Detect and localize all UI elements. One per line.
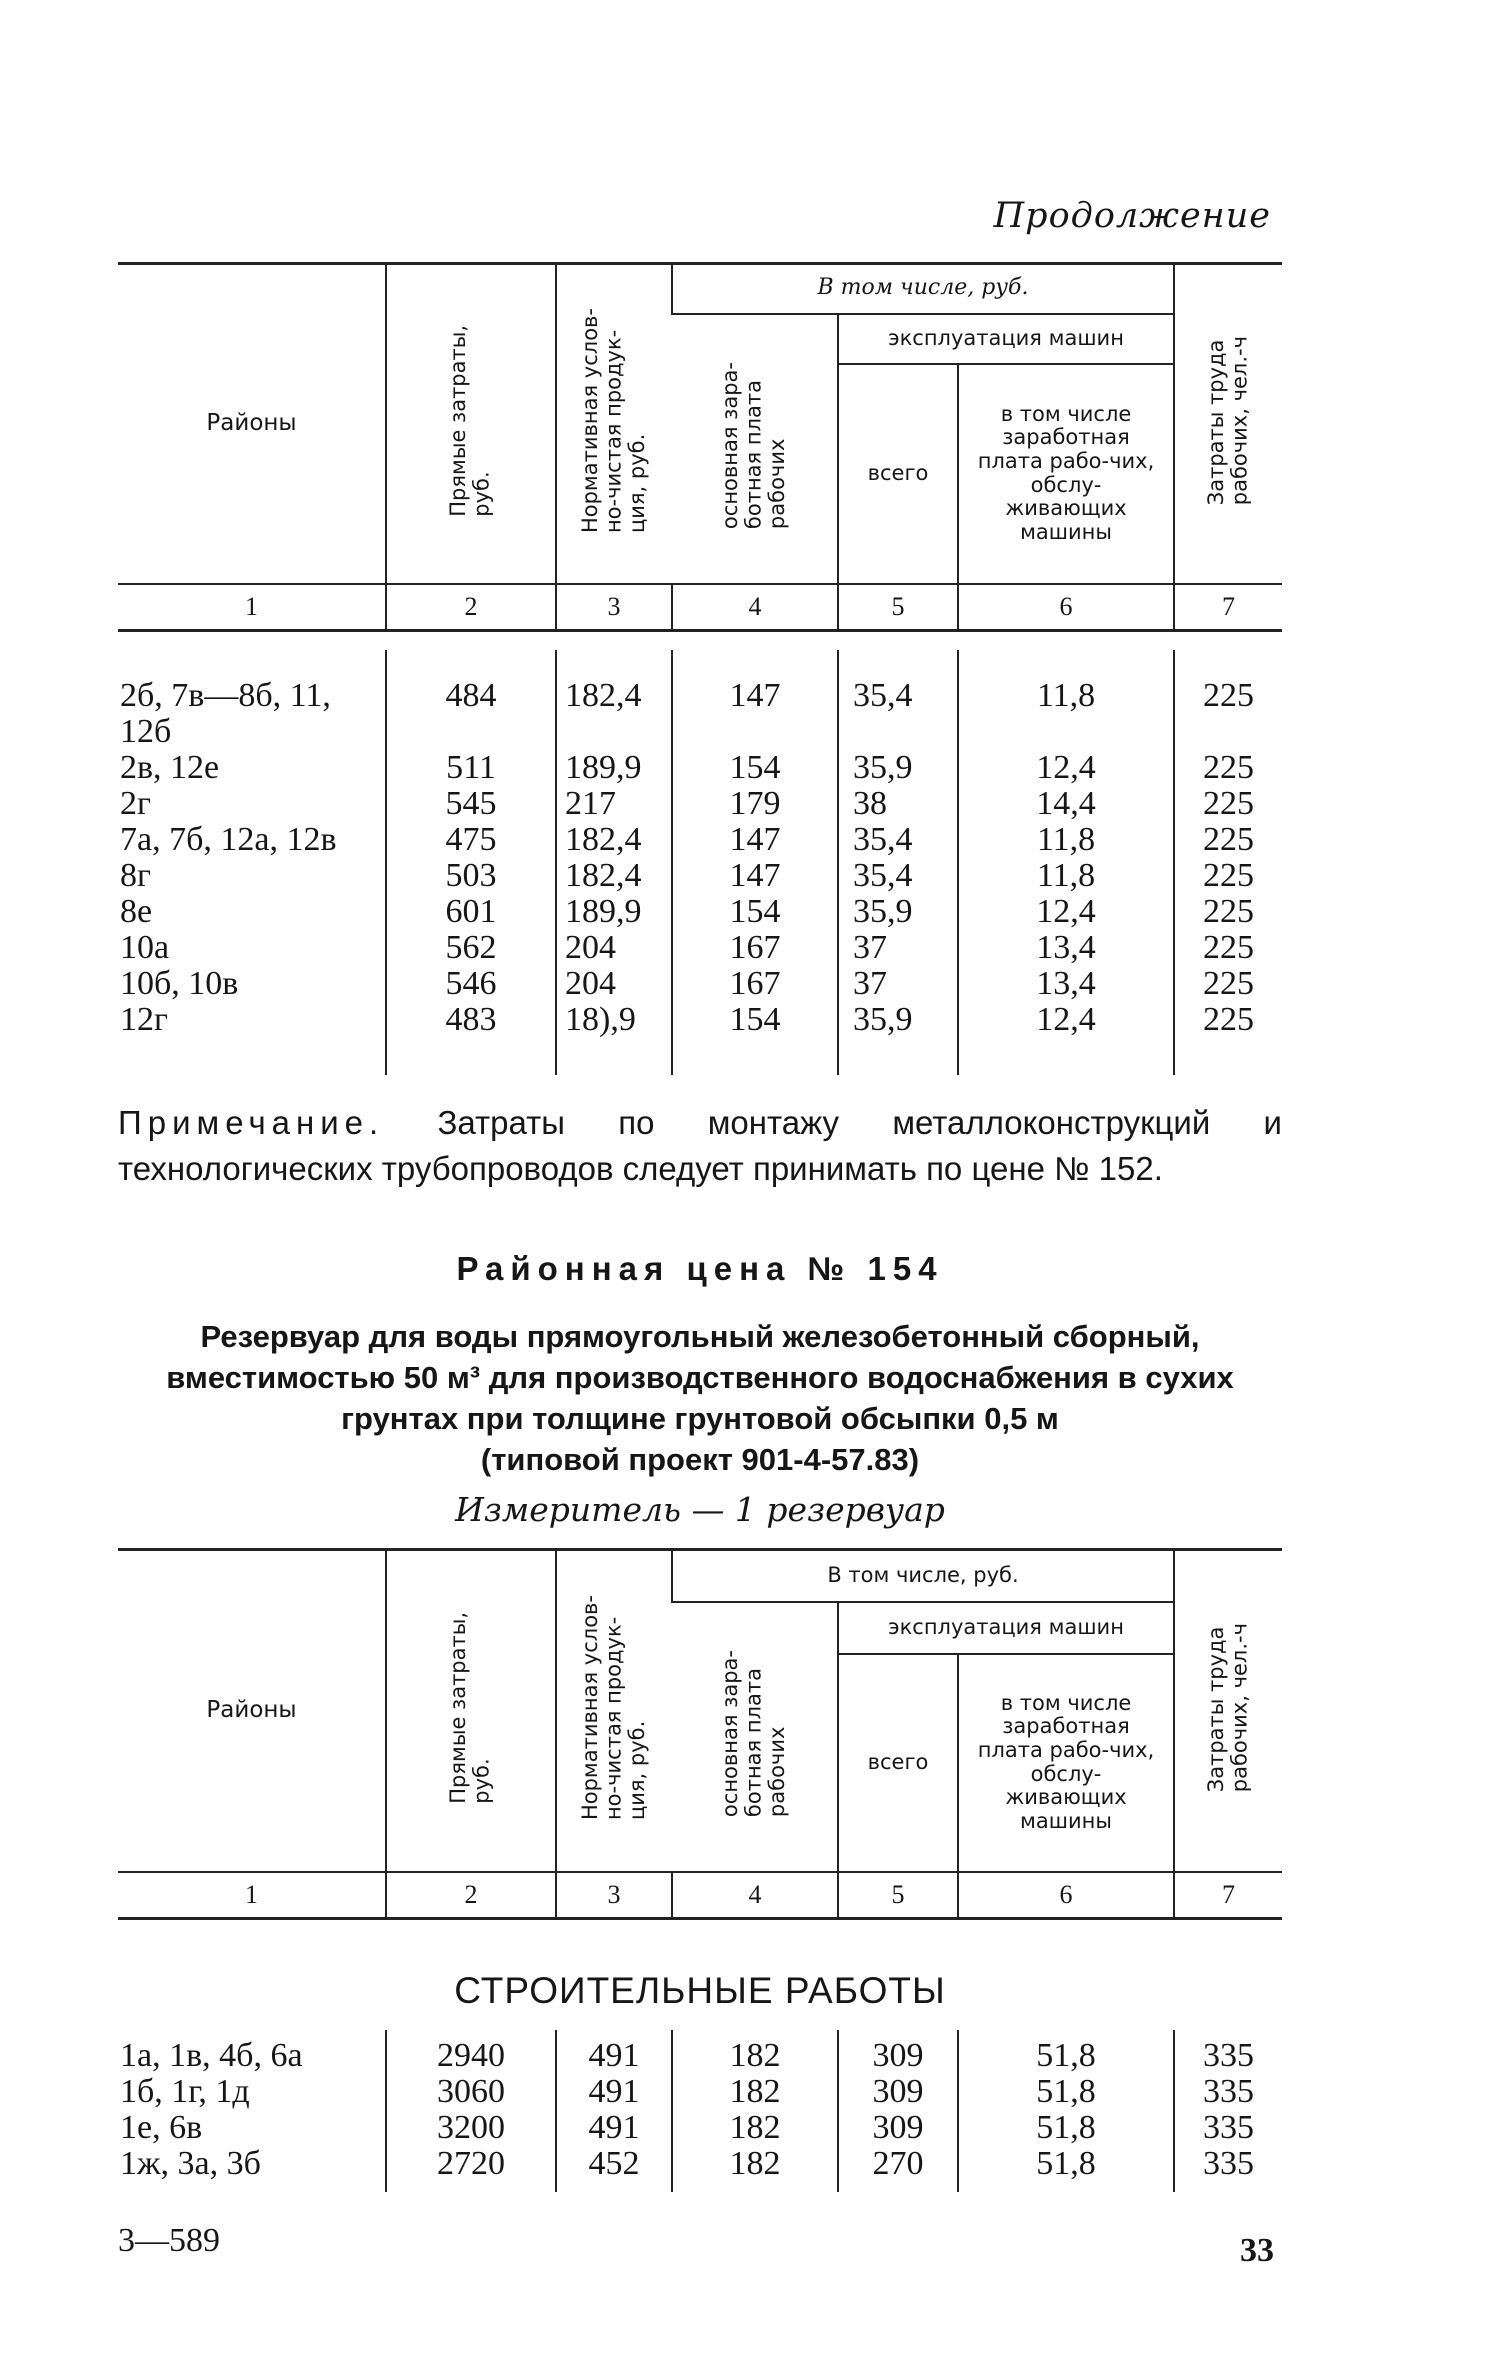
header-labor-text: Затраты труда рабочих, чел.-ч [1204,336,1252,506]
value-cell: 12,4 [1036,749,1096,786]
region-cell: 1е, 6в [120,2109,203,2146]
value-cell: 309 [872,2037,924,2074]
value-cell: 35,9 [853,893,913,930]
value-cell: 491 [588,2037,640,2074]
value-cell: 182,4 [565,677,642,714]
value-cell: 154 [729,749,781,786]
header-direct-costs-text: Прямые затраты, руб. [446,1612,494,1804]
header-incl-wages: в том числе заработная плата рабо-чих, обслу-живающих машины [958,364,1174,584]
value-cell [853,714,957,750]
value-cell: 35,4 [853,677,913,714]
header-machines: эксплуатация машин [838,314,1174,364]
value-cell: 601 [445,893,497,930]
machines-wages-column [958,650,1174,1075]
machines-total-column [838,2030,958,2192]
region-cell: 12г [120,1001,168,1038]
header-normative [556,264,672,584]
value-cell: 309 [872,2109,924,2146]
table1-header [118,262,1282,632]
machines-wages-column [958,2030,1174,2192]
value-cell: 51,8 [1036,2037,1096,2074]
value-cell: 503 [445,857,497,894]
title-line: (типовой проект 901-4-57.83) [480,1442,920,1477]
header-regions: Районы [118,1550,386,1872]
value-cell: 3200 [437,2109,505,2146]
value-cell [1175,714,1282,750]
value-cell: 225 [1203,857,1254,894]
header-total: всего [838,364,958,584]
region-cell: 2г [120,785,151,822]
value-cell: 335 [1203,2109,1254,2146]
value-cell: 225 [1203,821,1254,858]
header-incl-wages: в том числе заработная плата рабо-чих, обслу-живающих машины [958,1654,1174,1872]
value-cell: 483 [445,1001,497,1038]
table1-body [118,650,1282,1075]
col-number: 6 [958,584,1174,631]
value-cell: 475 [445,821,497,858]
value-cell: 179 [729,785,781,822]
value-cell: 511 [446,749,496,786]
value-cell [959,714,1173,750]
machines-total-column [838,650,958,1075]
value-cell: 182 [729,2073,781,2110]
value-cell: 335 [1203,2073,1254,2110]
title-line: Резервуар для воды прямоугольный железобетонный сборный, [200,1319,1200,1354]
direct-costs-column [386,650,556,1075]
value-cell: 546 [445,965,497,1002]
value-cell: 51,8 [1036,2145,1096,2182]
wages-column [672,2030,838,2192]
value-cell: 167 [729,965,781,1002]
value-cell: 225 [1203,677,1254,714]
direct-costs-column [386,2030,556,2192]
value-cell: 154 [729,1001,781,1038]
value-cell: 147 [729,857,781,894]
header-wages-text: основная зара- ботная плата рабочих [718,1650,790,1818]
value-cell: 11,8 [1036,857,1096,894]
value-cell: 545 [445,785,497,822]
region-cell: 1ж, 3а, 3б [120,2145,261,2182]
region-cell: 1а, 1в, 4б, 6а [120,2037,303,2074]
value-cell: 309 [872,2073,924,2110]
value-cell: 14,4 [1036,785,1096,822]
value-cell: 18),9 [565,1001,636,1038]
value-cell: 225 [1203,893,1254,930]
col-number: 2 [386,584,556,631]
value-cell: 217 [565,785,616,822]
col-number: 7 [1174,1872,1282,1919]
value-cell: 147 [729,677,781,714]
region-cell: 7а, 7б, 12а, 12в [120,821,337,858]
col-number: 3 [556,1872,672,1919]
header-machines: эксплуатация машин [838,1602,1174,1654]
header-normative [556,1550,672,1872]
value-cell: 270 [872,2145,924,2182]
value-cell: 35,9 [853,1001,913,1038]
value-cell: 2720 [437,2145,505,2182]
wages-column [672,650,838,1075]
header-wages-text: основная зара- ботная плата рабочих [718,362,790,530]
value-cell: 189,9 [565,749,642,786]
col-number: 1 [245,591,258,621]
value-cell: 182,4 [565,857,642,894]
value-cell: 225 [1203,965,1254,1002]
value-cell: 204 [565,965,616,1002]
page-number: 33 [1240,2232,1274,2269]
note-text: Затраты по монтажу металлоконструкций и технологических трубопроводов следует принимать по цене № 152. [118,1104,1282,1187]
value-cell: 167 [729,929,781,966]
header-normative-text: Нормативная услов- но-чистая продук- ция, руб. [577,1595,649,1821]
labor-column [1174,650,1282,1075]
value-cell: 11,8 [1036,677,1096,714]
value-cell: 13,4 [1036,929,1096,966]
col-number: 4 [672,1872,838,1919]
value-cell: 3060 [437,2073,505,2110]
region-cell: 12б [120,713,172,750]
header-labor [1174,264,1282,584]
continuation-label: Продолжение [993,196,1271,236]
value-cell: 35,4 [853,821,913,858]
region-cell: 8е [120,893,153,930]
value-cell: 189,9 [565,893,642,930]
value-cell: 182 [729,2109,781,2146]
value-cell: 37 [853,929,887,966]
value-cell: 35,4 [853,857,913,894]
value-cell: 51,8 [1036,2109,1096,2146]
col-number: 1 [245,1879,258,1909]
normative-column [556,650,672,1075]
col-number: 3 [556,584,672,631]
value-cell: 484 [445,677,497,714]
header-total: всего [838,1654,958,1872]
value-cell: 182,4 [565,821,642,858]
col-number: 6 [958,1872,1174,1919]
measure-label: Измеритель — 1 резервуар [455,1490,945,1529]
header-labor-text: Затраты труда рабочих, чел.-ч [1203,1623,1252,1793]
value-cell: 12,4 [1036,893,1096,930]
title-block [118,1316,1282,1480]
value-cell [387,714,555,750]
header-wages [672,1602,838,1872]
value-cell: 13,4 [1036,965,1096,1002]
footer-code: 3—589 [118,2222,220,2259]
region-column [118,2030,386,2192]
region-cell: 10а [120,929,170,966]
value-cell: 11,8 [1036,821,1096,858]
value-cell: 562 [445,929,497,966]
col-number: 4 [672,584,838,631]
value-cell: 204 [565,929,616,966]
region-column [118,650,386,1075]
region-cell: 8г [120,857,151,894]
value-cell: 35,9 [853,749,913,786]
value-cell: 154 [729,893,781,930]
header-normative-text: Нормативная услов- но-чистая продук- ция, руб. [577,308,649,534]
value-cell: 147 [729,821,781,858]
region-cell: 1б, 1г, 1д [120,2073,250,2110]
value-cell: 225 [1203,785,1254,822]
note-label: Примечание. [118,1104,385,1141]
price-heading: Районная цена № 154 [456,1250,944,1287]
value-cell: 38 [853,785,887,822]
header-labor [1174,1550,1282,1872]
title-line: вместимостью 50 м³ для производственного водоснабжения в сухих [166,1360,1234,1395]
value-cell: 182 [729,2037,781,2074]
value-cell: 225 [1203,929,1254,966]
value-cell: 491 [588,2073,640,2110]
title-line: грунтах при толщине грунтовой обсыпки 0,5 м [341,1401,1059,1436]
header-incl: В том числе, руб. [672,264,1174,314]
region-cell: 2в, 12е [120,749,220,786]
header-direct-costs-text: Прямые затраты, руб. [446,325,494,517]
header-regions: Районы [118,264,386,584]
col-number: 2 [386,1872,556,1919]
region-cell: 2б, 7в—8б, 11, [120,677,331,714]
value-cell: 225 [1203,749,1254,786]
value-cell: 12,4 [1036,1001,1096,1038]
header-direct-costs [386,1550,556,1872]
value-cell [673,714,837,750]
header-incl: В том числе, руб. [672,1550,1174,1602]
table2-header [118,1548,1282,1920]
value-cell: 452 [588,2145,640,2182]
note-paragraph [118,1100,1282,1192]
col-number: 5 [838,1872,958,1919]
region-cell: 10б, 10в [120,965,239,1002]
value-cell: 182 [729,2145,781,2182]
labor-column [1174,2030,1282,2192]
section-heading: СТРОИТЕЛЬНЫЕ РАБОТЫ [454,1970,946,2011]
value-cell: 37 [853,965,887,1002]
value-cell: 51,8 [1036,2073,1096,2110]
header-direct-costs [386,264,556,584]
col-number: 7 [1174,584,1282,631]
value-cell: 225 [1203,1001,1254,1038]
value-cell: 335 [1203,2037,1254,2074]
value-cell [565,714,671,750]
table2-body [118,2030,1282,2192]
value-cell: 335 [1203,2145,1254,2182]
normative-column [556,2030,672,2192]
header-wages [672,314,838,584]
col-number: 5 [838,584,958,631]
value-cell: 2940 [437,2037,505,2074]
value-cell: 491 [588,2109,640,2146]
